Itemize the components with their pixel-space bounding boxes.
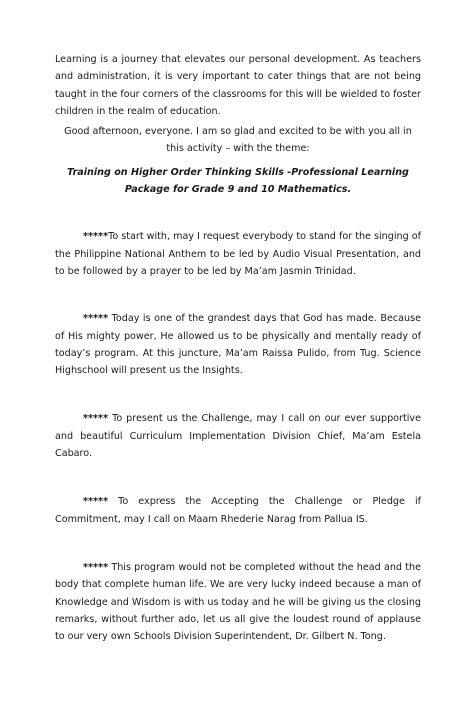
paragraph-text: To present us the Challenge, may I call on our ever supportive and beautiful Curriculum Implementation Division Chief, Ma’am Estela Cabaro. xyxy=(55,413,421,460)
stars-marker: ***** xyxy=(83,413,109,425)
paragraph-text: To start with, may I request everybody to stand for the singing of the Philippine National Anthem to be led by Audio Visual Presentation, and to be followed by a prayer to be led by Ma’am Jasmin Trinidad. xyxy=(55,231,421,277)
stars-marker: ***** xyxy=(83,561,109,573)
theme-title: Training on Higher Order Thinking Skills -Professional Learning Package for Grade 9 and 10 Mathematics. xyxy=(67,166,409,196)
program-paragraph-insights xyxy=(55,310,421,379)
program-paragraph-challenge xyxy=(55,410,421,462)
intro-paragraph: Learning is a journey that elevates our personal development. As teachers and administration, it is very important to cater things that are not being taught in the four corners of the classrooms for this will be wielded to foster children in the realm of education. xyxy=(55,54,421,117)
stars-marker: ***** xyxy=(83,313,109,325)
paragraph-text: This program would not be completed without the head and the body that complete human life. We are very lucky indeed because a man of Knowledge and Wisdom is with us today and he will be giving us the closing remarks, without further ado, let us all give the loudest round of applause to our very own Schools Division Superintendent, Dr. Gilbert N. Tong. xyxy=(55,561,421,643)
program-paragraph-pledge xyxy=(55,493,421,528)
stars-marker: ***** xyxy=(83,231,109,243)
document-page xyxy=(55,51,421,645)
stars-marker: ***** xyxy=(83,496,109,508)
program-paragraph-anthem xyxy=(55,228,421,280)
paragraph-text: Today is one of the grandest days that God has made. Because of His mighty power, He allowed us to be physically and mentally ready of today’s program. At this juncture, Ma’am Raissa Pulido, from Tug. Science Highschool will present us the Insights. xyxy=(55,313,421,377)
paragraph-text: To express the Accepting the Challenge or Pledge if Commitment, may I call on Maam Rhederie Narag from Pallua IS. xyxy=(55,496,421,525)
program-paragraph-closing xyxy=(55,559,421,645)
greeting-paragraph: Good afternoon, everyone. I am so glad and excited to be with you all in this activity – with the theme: xyxy=(64,126,412,155)
